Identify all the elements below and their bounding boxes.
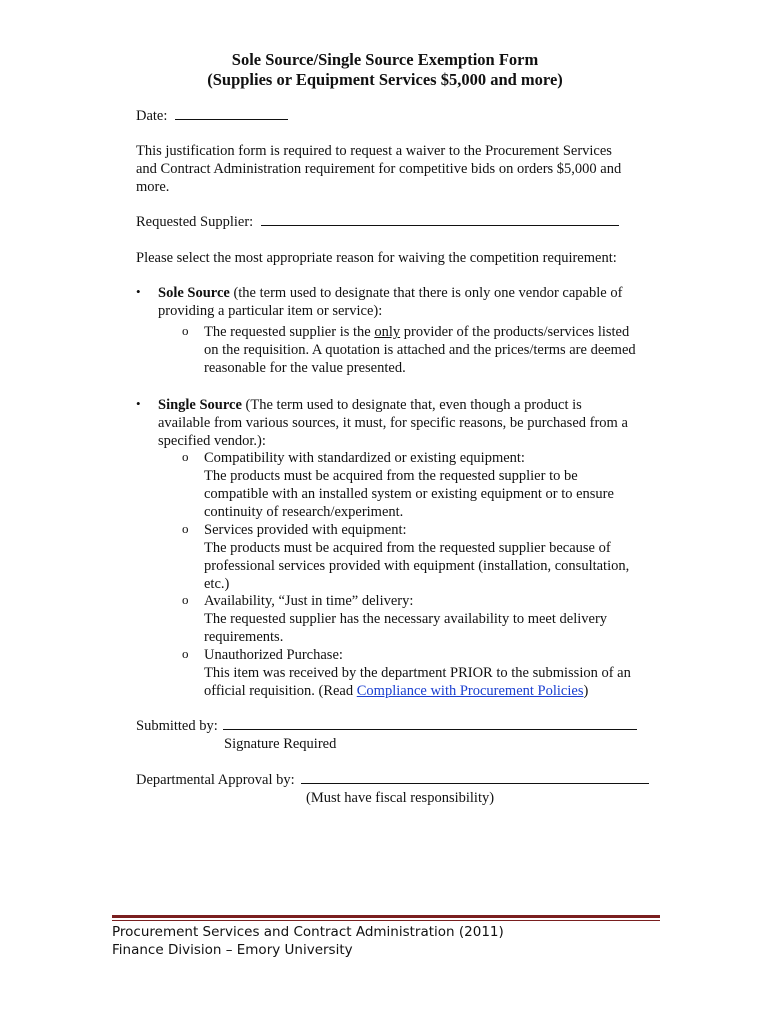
submitted-by-label: Submitted by: bbox=[136, 718, 218, 734]
departmental-approval-row bbox=[136, 771, 649, 789]
footer-line-1: Procurement Services and Contract Administration (2011) bbox=[112, 924, 504, 940]
instruction-text: Please select the most appropriate reason for waiving the competition requirement: bbox=[136, 250, 617, 266]
sole-source-sub-line-3: reasonable for the value presented. bbox=[204, 360, 406, 376]
submitted-by-field[interactable] bbox=[223, 717, 637, 730]
sole-source-sub-bullet: o bbox=[182, 323, 189, 338]
sole-source-sub-line-1: The requested supplier is the only provider of the products/services listed bbox=[204, 324, 630, 340]
item1-line-2: compatible with an installed system or existing equipment or to ensure bbox=[204, 486, 614, 502]
sole-source-sub-line-2: on the requisition. A quotation is attached and the prices/terms are deemed bbox=[204, 342, 636, 358]
footer-rule bbox=[112, 915, 660, 918]
footer-line-2: Finance Division – Emory University bbox=[112, 942, 353, 958]
sole-source-desc-line-2: providing a particular item or service): bbox=[158, 303, 383, 319]
item3-line-2: requirements. bbox=[204, 629, 284, 645]
item2-line-3: etc.) bbox=[204, 576, 230, 592]
form-title: Sole Source/Single Source Exemption Form bbox=[231, 50, 539, 69]
single-source-heading: Single Source bbox=[158, 397, 242, 413]
signature-required-note: Signature Required bbox=[224, 736, 337, 752]
item2-line-2: professional services provided with equipment (installation, consultation, bbox=[204, 558, 630, 574]
item2-line-1: The products must be acquired from the requested supplier because of bbox=[204, 540, 611, 556]
item4-line-1: This item was received by the department PRIOR to the submission of an bbox=[204, 665, 631, 681]
item1-line-3: continuity of research/experiment. bbox=[204, 504, 404, 520]
requested-supplier-field[interactable] bbox=[261, 213, 619, 226]
requested-supplier-row bbox=[136, 213, 619, 231]
compliance-policies-link[interactable]: Compliance with Procurement Policies bbox=[356, 683, 584, 699]
single-source-desc-line-1: Single Source (The term used to designate that, even though a product is bbox=[158, 397, 582, 413]
intro-line-3: more. bbox=[136, 179, 170, 195]
date-field[interactable] bbox=[175, 107, 288, 120]
intro-line-1: This justification form is required to request a waiver to the Procurement Services bbox=[136, 143, 612, 159]
sole-source-desc-line-1: Sole Source (the term used to designate that there is only one vendor capable of bbox=[158, 285, 623, 301]
single-source-desc-line-3: specified vendor.): bbox=[158, 433, 266, 449]
item3-line-1: The requested supplier has the necessary availability to meet delivery bbox=[204, 611, 608, 627]
submitted-by-row bbox=[136, 717, 637, 735]
sole-source-bullet: • bbox=[136, 284, 141, 299]
form-subtitle: (Supplies or Equipment Services $5,000 and more) bbox=[207, 70, 563, 89]
sole-source-heading: Sole Source bbox=[158, 285, 230, 301]
departmental-approval-label: Departmental Approval by: bbox=[136, 772, 295, 788]
date-row bbox=[136, 107, 288, 125]
item4-sub-bullet: o bbox=[182, 646, 189, 661]
date-label: Date: bbox=[136, 108, 168, 124]
item1-line-1: The products must be acquired from the requested supplier to be bbox=[204, 468, 578, 484]
item2-title: Services provided with equipment: bbox=[204, 522, 407, 538]
footer-rule-thin bbox=[112, 920, 660, 921]
single-source-desc-line-2: available from various sources, it must, for specific reasons, be purchased from a bbox=[158, 415, 628, 431]
item2-sub-bullet: o bbox=[182, 521, 189, 536]
item3-sub-bullet: o bbox=[182, 592, 189, 607]
item3-title: Availability, “Just in time” delivery: bbox=[204, 593, 414, 609]
intro-line-2: and Contract Administration requirement for competitive bids on orders $5,000 and bbox=[136, 161, 622, 177]
single-source-bullet: • bbox=[136, 396, 141, 411]
only-emphasis: only bbox=[374, 324, 401, 340]
item1-sub-bullet: o bbox=[182, 449, 189, 464]
departmental-approval-field[interactable] bbox=[301, 771, 649, 784]
fiscal-responsibility-note: (Must have fiscal responsibility) bbox=[306, 790, 495, 806]
item1-title: Compatibility with standardized or existing equipment: bbox=[204, 450, 525, 466]
requested-supplier-label: Requested Supplier: bbox=[136, 214, 254, 230]
item4-line-2: official requisition. (Read Compliance with Procurement Policies) bbox=[204, 683, 589, 699]
item4-title: Unauthorized Purchase: bbox=[204, 647, 343, 663]
